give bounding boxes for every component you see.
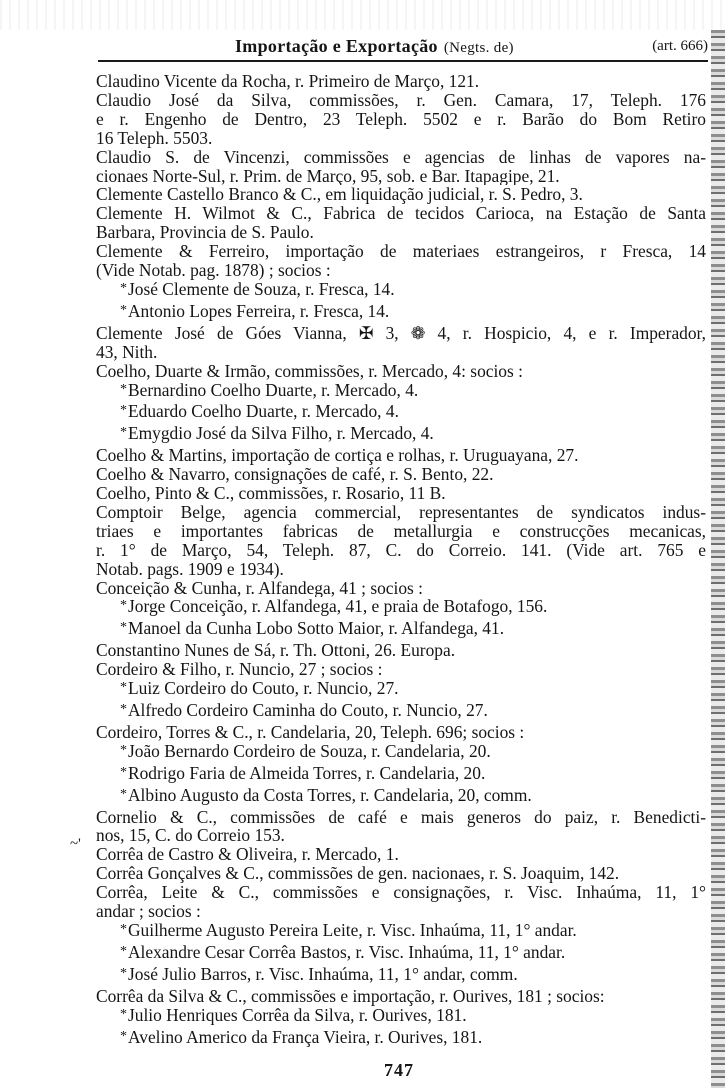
asterisk-marker: * xyxy=(120,381,127,397)
partner-text: José Julio Barros, r. Visc. Inhaúma, 11, 1° andar, comm. xyxy=(128,964,518,984)
entry-first-line: Comptoir Belge, agencia commercial, representantes de syndicatos indus- xyxy=(96,502,706,522)
entry-list xyxy=(96,72,706,1049)
directory-entry xyxy=(96,465,706,484)
asterisk-marker: * xyxy=(120,425,127,441)
directory-entry xyxy=(96,362,706,381)
margin-mark: ~' xyxy=(70,836,81,852)
page-number: 747 xyxy=(384,1060,414,1080)
partner-line xyxy=(96,679,706,701)
entry-first-line: Claudino Vicente da Rocha, r. Primeiro de Março, 121. xyxy=(96,72,480,91)
entry-first-line: Cordeiro, Torres & C., r. Candelaria, 20, Teleph. 696; socios : xyxy=(96,722,525,742)
entry-first-line: Conceição & Cunha, r. Alfandega, 41 ; socios : xyxy=(96,578,423,598)
directory-entry xyxy=(96,503,706,579)
directory-entry xyxy=(96,204,706,242)
asterisk-marker: * xyxy=(120,786,127,802)
asterisk-marker: * xyxy=(120,1028,127,1044)
partner-text: Alexandre Cesar Corrêa Bastos, r. Visc. Inhaúma, 11, 1° andar. xyxy=(128,942,566,962)
directory-entry xyxy=(96,723,706,742)
partner-text: Guilherme Augusto Pereira Leite, r. Visc. Inhaúma, 11, 1° andar. xyxy=(128,920,577,940)
entry-continuation-line: 43, Nith. xyxy=(96,341,158,362)
entry-first-line: Coelho & Navarro, consignações de café, r. S. Bento, 22. xyxy=(96,465,494,485)
partner-line xyxy=(96,381,706,403)
partner-text: Julio Henriques Corrêa da Silva, r. Ourives, 181. xyxy=(128,1005,467,1025)
entry-first-line: Corrêa Gonçalves & C., commissões de gen. nacionaes, r. S. Joaquim, 142. xyxy=(96,864,620,884)
partner-text: Albino Augusto da Costa Torres, r. Candelaria, 20, comm. xyxy=(128,785,532,805)
partner-line xyxy=(96,764,706,786)
entry-first-line: Corrêa da Silva & C., commissões e importação, r. Ourives, 181 ; socios: xyxy=(96,986,605,1006)
partner-line xyxy=(96,701,706,723)
partner-text: Emygdio José da Silva Filho, r. Mercado, 4. xyxy=(128,424,434,444)
partner-line xyxy=(96,965,706,987)
entry-continuation-line: cionaes Norte-Sul, r. Prim. de Março, 95, sob. e Bar. Itapagipe, 21. xyxy=(96,165,560,186)
directory-entry xyxy=(96,242,706,280)
partner-line xyxy=(96,921,706,943)
asterisk-marker: * xyxy=(120,921,127,937)
asterisk-marker: * xyxy=(120,1006,127,1022)
partner-text: Manoel da Cunha Lobo Sotto Maior, r. Alfandega, 41. xyxy=(128,619,505,639)
page-header xyxy=(98,36,708,58)
directory-entry xyxy=(96,324,706,362)
entry-first-line: Cornelio & C., commissões de café e mais generos do paiz, r. Benedicti- xyxy=(96,807,706,827)
directory-entry xyxy=(96,91,706,148)
partner-line xyxy=(96,619,706,641)
entry-first-line: Clemente Castello Branco & C., em liquidação judicial, r. S. Pedro, 3. xyxy=(96,185,583,205)
directory-entry xyxy=(96,845,706,864)
entry-first-line: Coelho & Martins, importação de cortiça e rolhas, r. Uruguayana, 27. xyxy=(96,446,579,466)
entry-continuation-line: andar ; socios : xyxy=(96,901,201,921)
entry-first-line: Claudio José da Silva, commissões, r. Gen. Camara, 17, Teleph. 176 xyxy=(96,90,706,110)
asterisk-marker: * xyxy=(120,702,127,717)
partner-text: Jorge Conceição, r. Alfandega, 41, e praia de Botafogo, 156. xyxy=(128,597,548,617)
partner-text: Avelino Americo da França Vieira, r. Ourives, 181. xyxy=(128,1027,483,1047)
asterisk-marker: * xyxy=(120,943,127,959)
partner-line xyxy=(96,786,706,808)
entry-first-line: Constantino Nunes de Sá, r. Th. Ottoni, 26. Europa. xyxy=(96,641,456,661)
partner-line xyxy=(96,742,706,764)
scan-noise-top xyxy=(0,0,725,30)
header-title: Importação e Exportação xyxy=(235,36,438,56)
entry-first-line: Claudio S. de Vincenzi, commissões e agencias de linhas de vapores na- xyxy=(96,147,706,167)
asterisk-marker: * xyxy=(120,302,127,318)
scan-edge-shadow xyxy=(711,30,725,1088)
directory-entry xyxy=(96,808,706,846)
entry-continuation-line: Barbara, Provincia de S. Paulo. xyxy=(96,222,314,243)
asterisk-marker: * xyxy=(120,965,127,981)
directory-entry xyxy=(96,987,706,1006)
directory-entry xyxy=(96,72,706,91)
partner-text: João Bernardo Cordeiro de Souza, r. Candelaria, 20. xyxy=(128,741,491,761)
entry-continuation-line: nos, 15, C. do Correio 153. xyxy=(96,825,285,846)
entry-first-line: Clemente H. Wilmot & C., Fabrica de tecidos Carioca, na Estação de Santa xyxy=(96,204,706,224)
partner-line xyxy=(96,597,706,619)
entry-continuation-line: e r. Engenho de Dentro, 23 Teleph. 5502 e r. Barão do Bom Retiro xyxy=(96,108,706,129)
entry-continuation-line: (Vide Notab. pag. 1878) ; socios : xyxy=(96,260,331,280)
partner-text: Eduardo Coelho Duarte, r. Mercado, 4. xyxy=(128,402,399,422)
directory-entry xyxy=(96,446,706,465)
entry-first-line: Clemente José de Góes Vianna, ✠ 3, ❁ 4, r. Hospicio, 4, e r. Imperador, xyxy=(96,323,706,343)
header-title-group xyxy=(235,36,514,57)
asterisk-marker: * xyxy=(120,680,127,696)
entry-first-line: Cordeiro & Filho, r. Nuncio, 27 ; socios : xyxy=(96,660,383,680)
entry-continuation-line: r. 1° de Março, 54, Teleph. 87, C. do Correio. 141. (Vide art. 765 e xyxy=(96,539,706,560)
directory-entry xyxy=(96,484,706,503)
entry-first-line: Coelho, Pinto & C., commissões, r. Rosario, 11 B. xyxy=(96,484,446,503)
entry-continuation-line: triaes e importantes fabricas de metallurgia e construcções mecanicas, xyxy=(96,520,706,541)
partner-line xyxy=(96,943,706,965)
partner-line xyxy=(96,302,706,324)
header-rule xyxy=(98,60,708,62)
partner-text: Luiz Cordeiro do Couto, r. Nuncio, 27. xyxy=(128,679,399,699)
partner-line xyxy=(96,402,706,424)
partner-text: Bernardino Coelho Duarte, r. Mercado, 4. xyxy=(128,380,419,400)
partner-line xyxy=(96,280,706,302)
directory-entry xyxy=(96,185,706,204)
entry-first-line: Corrêa de Castro & Oliveira, r. Mercado, 1. xyxy=(96,845,399,865)
header-subtitle: (Negts. de) xyxy=(443,40,514,56)
directory-entry xyxy=(96,579,706,598)
entry-first-line: Clemente & Ferreiro, importação de materiaes estrangeiros, r Fresca, 14 xyxy=(96,242,706,262)
partner-line xyxy=(96,424,706,446)
asterisk-marker: * xyxy=(120,598,127,614)
entry-first-line: Corrêa, Leite & C., commissões e consignações, r. Visc. Inhaúma, 11, 1° xyxy=(96,883,706,903)
directory-entry xyxy=(96,864,706,883)
partner-text: Alfredo Cordeiro Caminha do Couto, r. Nuncio, 27. xyxy=(128,701,488,720)
asterisk-marker: * xyxy=(120,280,127,296)
asterisk-marker: * xyxy=(120,620,127,636)
partner-line xyxy=(96,1028,706,1050)
entry-continuation-line: 16 Teleph. 5503. xyxy=(96,127,213,148)
directory-entry xyxy=(96,148,706,186)
header-article-ref: (art. 666) xyxy=(652,38,708,54)
partner-text: José Clemente de Souza, r. Fresca, 14. xyxy=(128,279,395,299)
asterisk-marker: * xyxy=(120,742,127,758)
asterisk-marker: * xyxy=(120,403,127,419)
directory-entry xyxy=(96,660,706,679)
directory-entry xyxy=(96,883,706,921)
asterisk-marker: * xyxy=(120,764,127,780)
entry-continuation-line: Notab. pags. 1909 e 1934). xyxy=(96,558,284,579)
entry-first-line: Coelho, Duarte & Irmão, commissões, r. Mercado, 4: socios : xyxy=(96,361,523,381)
partner-line xyxy=(96,1006,706,1028)
partner-text: Antonio Lopes Ferreira, r. Fresca, 14. xyxy=(128,301,390,321)
directory-entry xyxy=(96,641,706,660)
partner-text: Rodrigo Faria de Almeida Torres, r. Candelaria, 20. xyxy=(128,763,486,783)
